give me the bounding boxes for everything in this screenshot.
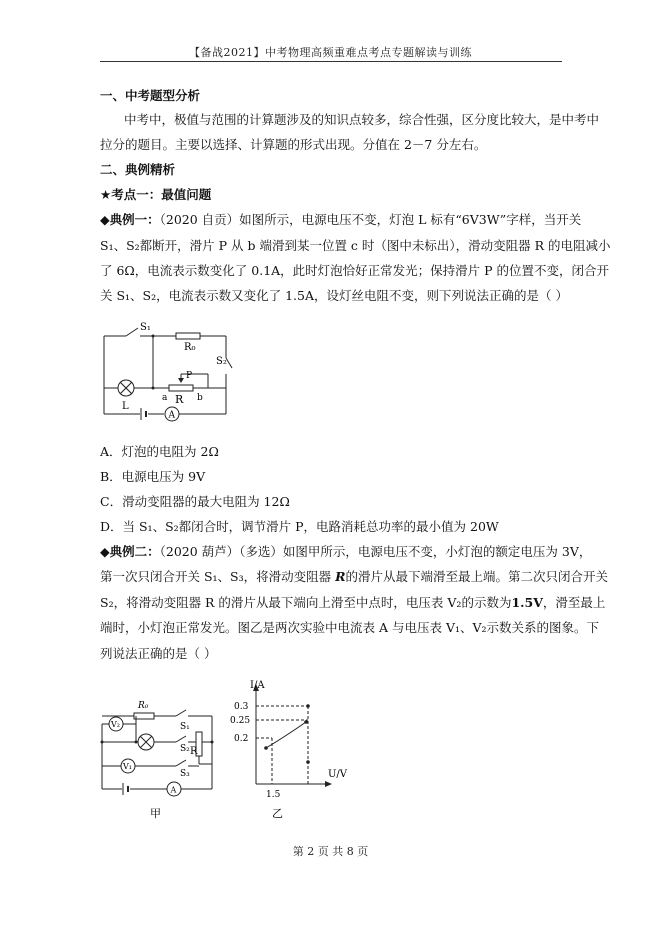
- ex1-label-r: R: [175, 393, 184, 406]
- ex2-line2-r: R: [335, 569, 346, 584]
- ex2-label-s2: S₂: [180, 744, 190, 754]
- section1-paragraph-line2: 拉分的题目。主要以选择、计算题的形式出现。分值在 2－7 分左右。: [100, 137, 487, 152]
- ex1-option-c: C．滑动变阻器的最大电阻为 12Ω: [100, 494, 290, 509]
- ex2-circuit-diagram: [96, 692, 226, 822]
- ex1-line3: 了 6Ω，电流表示数变化了 0.1A，此时灯泡恰好正常发光；保持滑片 P 的位置不变，闭合开: [100, 263, 610, 278]
- ex2-line4: 端时，小灯泡正常发光。图乙是两次实验中电流表 A 与电压表 V₁、V₂示数关系的图象。下: [100, 620, 600, 635]
- ex2-label-s3: S₃: [180, 769, 190, 779]
- header-rule: [100, 61, 562, 62]
- ex2-label-r0: R₀: [138, 701, 149, 711]
- section1-paragraph-line1: 中考中，极值与范围的计算题涉及的知识点较多，综合性强，区分度比较大，是中考中: [124, 112, 600, 127]
- graph-y-tick-0.25: 0.25: [230, 716, 251, 726]
- ex2-line2: [100, 569, 609, 585]
- ex1-line2: S₁、S₂都断开，滑片 P 从 b 端滑到某一位置 c 时（图中未标出），滑动变阻器 R 的电阻减小: [100, 238, 611, 253]
- ex1-option-a: A．灯泡的电阻为 2Ω: [100, 444, 219, 459]
- ex2-label: ◆典例二：: [100, 544, 160, 559]
- ex2-line1-text: （2020 葫芦）（多选）如图甲所示，电源电压不变，小灯泡的额定电压为 3V，: [159, 544, 592, 559]
- ex2-line3: [100, 595, 606, 611]
- ex2-caption-yi: 乙: [272, 807, 283, 820]
- ex1-label-a: a: [162, 393, 168, 403]
- ex1-label-l: L: [122, 401, 129, 412]
- ex1-circuit-diagram: [96, 316, 236, 426]
- ex1-label-b: b: [197, 393, 203, 403]
- ex1-label-s1: S₁: [140, 322, 151, 333]
- point1-title: ★考点一：最值问题: [100, 187, 212, 202]
- ex1-line1: [100, 212, 582, 228]
- ex2-ammeter-symbol: A: [170, 785, 177, 795]
- ex1-line4: 关 S₁、S₂，电流表示数又变化了 1.5A，设灯丝电阻不变，则下列说法正确的是（ ）: [100, 288, 568, 303]
- ex1-label-s2: S₂: [216, 356, 227, 367]
- ex1-label: ◆典例一：: [100, 212, 160, 227]
- ex2-label-s1: S₁: [180, 722, 190, 732]
- ex2-caption-jia: 甲: [150, 807, 161, 820]
- ex2-voltmeter-v1: V₁: [123, 762, 132, 771]
- ex2-voltmeter-v2: V₂: [111, 720, 120, 729]
- ex2-line3-a: S₂，将滑动变阻器 R 的滑片从最下端向上滑至中点时，电压表 V₂的示数为: [100, 595, 512, 610]
- ex1-line1-text: （2020 自贡）如图所示，电源电压不变，灯泡 L 标有“6V3W”字样，当开关: [159, 212, 582, 227]
- ex2-line5: 列说法正确的是（ ）: [100, 646, 217, 661]
- graph-x-axis-label: U/V: [328, 769, 348, 780]
- ex1-label-p: P: [186, 371, 193, 381]
- section1-title: 一、中考题型分析: [100, 88, 201, 103]
- ex2-line1: [100, 544, 592, 560]
- page-footer: 第 2 页 共 8 页: [292, 845, 369, 858]
- section2-title: 二、典例精析: [100, 162, 176, 177]
- ex2-line2-b: 的滑片从最下端滑至最上端。第二次只闭合开关: [345, 569, 609, 584]
- ex1-option-d: D．当 S₁、S₂都闭合时，调节滑片 P，电路消耗总功率的最小值为 20W: [100, 519, 499, 534]
- graph-y-tick-0.2: 0.2: [234, 734, 249, 744]
- ex2-graph: [226, 676, 356, 821]
- graph-y-axis-label: I/A: [250, 680, 265, 691]
- page-header: 【备战2021】中考物理高频重难点考点专题解读与训练: [189, 46, 472, 59]
- ex1-option-b: B．电源电压为 9V: [100, 469, 206, 484]
- ex2-line3-b: ，滑至最上: [542, 595, 606, 610]
- ex2-label-r: R: [190, 746, 198, 757]
- ex1-label-r0: R₀: [184, 342, 196, 353]
- ex2-line3-v: 1.5V: [511, 595, 543, 610]
- graph-x-tick-1.5: 1.5: [266, 790, 281, 800]
- ex1-ammeter-symbol: A: [168, 410, 175, 421]
- ex2-line2-a: 第一次只闭合开关 S₁、S₃，将滑动变阻器: [100, 569, 336, 584]
- graph-y-tick-0.3: 0.3: [234, 702, 249, 712]
